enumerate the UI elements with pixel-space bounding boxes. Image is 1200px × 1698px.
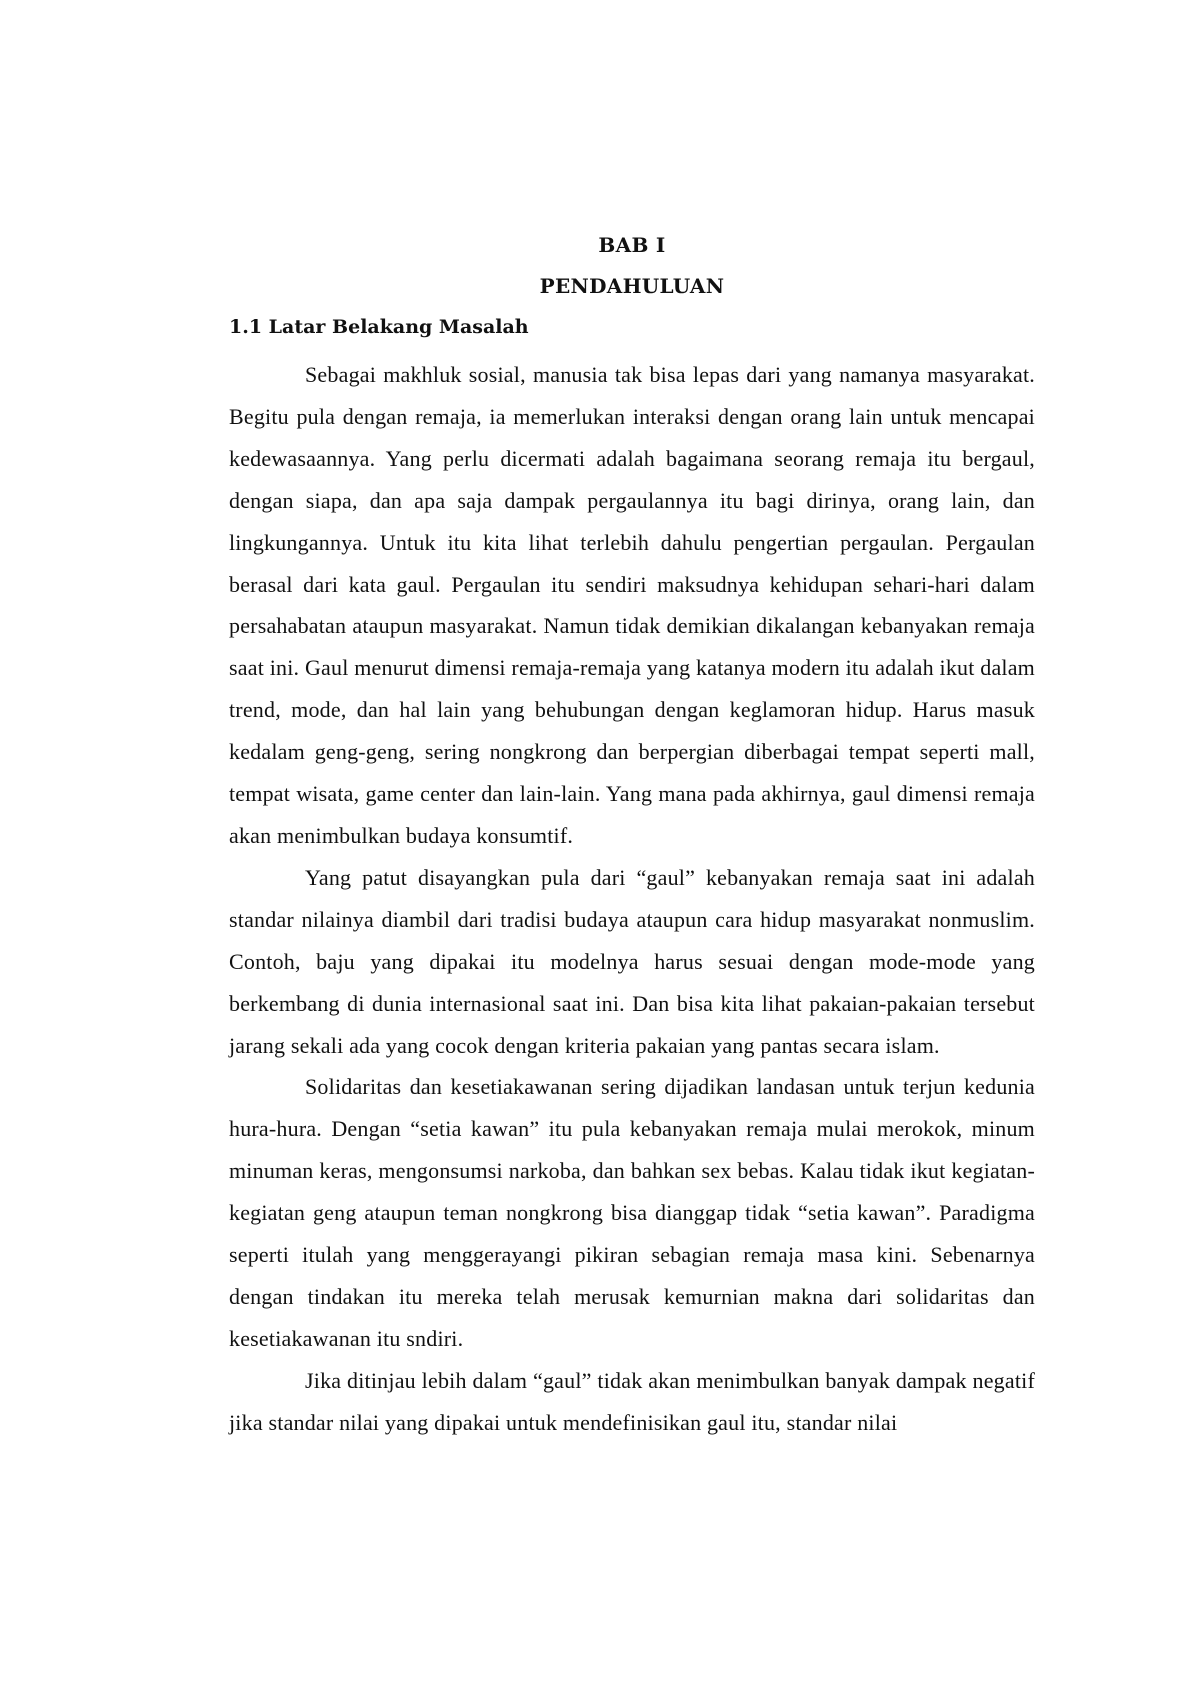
section-heading: 1.1 Latar Belakang Masalah <box>229 316 529 338</box>
chapter-label: BAB I <box>598 233 666 257</box>
chapter-title: PENDAHULUAN <box>539 274 725 298</box>
body-text <box>229 354 1035 1444</box>
paragraph-2: Yang patut disayangkan pula dari “gaul” kebanyakan remaja saat ini adalah standar nilainya diambil dari tradisi budaya ataupun cara hidup masyarakat nonmuslim. Contoh, baju yang dipakai itu modelnya harus sesuai dengan mode-mode yang berkembang di dunia internasional saat ini. Dan bisa kita lihat pakaian-pakaian tersebut jarang sekali ada yang cocok dengan kriteria pakaian yang pantas secara islam. <box>229 864 1035 1058</box>
paragraph-4: Jika ditinjau lebih dalam “gaul” tidak akan menimbulkan banyak dampak negatif jika standar nilai yang dipakai untuk mendefinisikan gaul itu, standar nilai <box>229 1367 1035 1435</box>
paragraph-1: Sebagai makhluk sosial, manusia tak bisa lepas dari yang namanya masyarakat. Begitu pula dengan remaja, ia memerlukan interaksi dengan orang lain untuk mencapai kedewasaannya. Yang perlu dicermati adalah bagaimana seorang remaja itu bergaul, dengan siapa, dan apa saja dampak pergaulannya itu bagi dirinya, orang lain, dan lingkungannya. Untuk itu kita lihat terlebih dahulu pengertian pergaulan. Pergaulan berasal dari kata gaul. Pergaulan itu sendiri maksudnya kehidupan sehari-hari dalam persahabatan ataupun masyarakat. Namun tidak demikian dikalangan kebanyakan remaja saat ini. Gaul menurut dimensi remaja-remaja yang katanya modern itu adalah ikut dalam trend, mode, dan hal lain yang behubungan dengan keglamoran hidup. Harus masuk kedalam geng-geng, sering nongkrong dan berpergian diberbagai tempat seperti mall, tempat wisata, game center dan lain-lain. Yang mana pada akhirnya, gaul dimensi remaja akan menimbulkan budaya konsumtif. <box>229 362 1035 848</box>
paragraph-3: Solidaritas dan kesetiakawanan sering dijadikan landasan untuk terjun kedunia hura-hura. Dengan “setia kawan” itu pula kebanyakan remaja mulai merokok, minum minuman keras, mengonsumsi narkoba, dan bahkan sex bebas. Kalau tidak ikut kegiatan-kegiatan geng ataupun teman nongkrong bisa dianggap tidak “setia kawan”. Paradigma seperti itulah yang menggerayangi pikiran sebagian remaja masa kini. Sebenarnya dengan tindakan itu mereka telah merusak kemurnian makna dari solidaritas dan kesetiakawanan itu sndiri. <box>229 1074 1035 1351</box>
